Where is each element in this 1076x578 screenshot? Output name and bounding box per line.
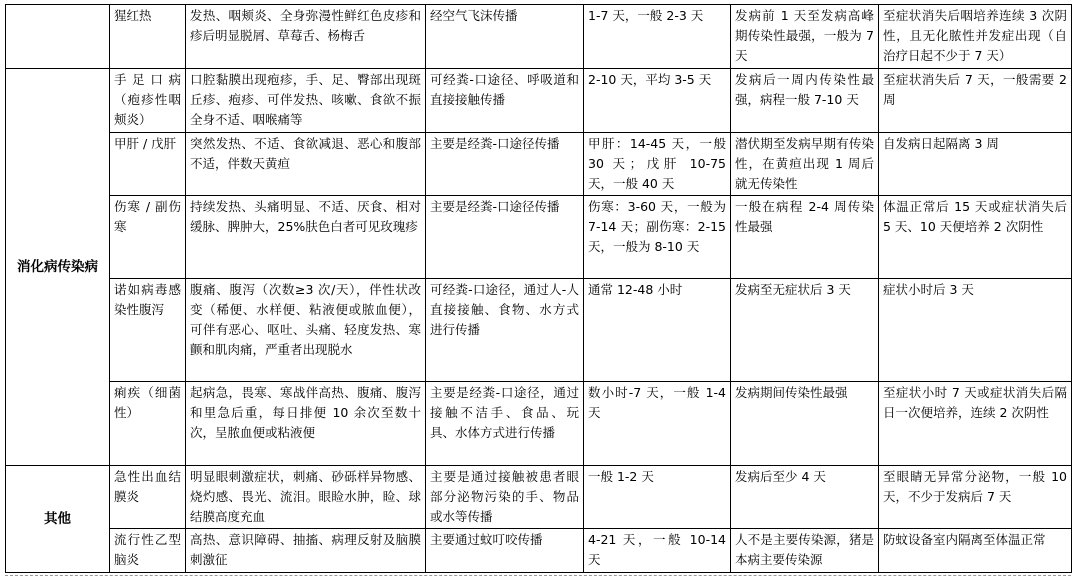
transmission-cell: 可经粪-口途径，通过人-人直接接触、食物、水方式进行传播 (426, 279, 584, 382)
infectious-period-cell: 人不是主要传染源，猪是本病主要传染源 (731, 529, 879, 573)
isolation-cell: 体温正常后 15 天或症状消失后 5 天、10 天便培养 2 次阴性 (879, 196, 1072, 279)
infectious-period-cell: 发病后至少 4 天 (731, 466, 879, 529)
page-break-line (5, 575, 1071, 577)
table-row (6, 279, 1072, 382)
disease-name-cell: 伤寒 / 副伤寒 (110, 196, 186, 279)
incubation-cell: 4-21 天，一般 10-14 天 (584, 529, 731, 573)
table-row (6, 382, 1072, 466)
disease-name-cell: 诺如病毒感染性腹泻 (110, 279, 186, 382)
incubation-cell: 一般 1-2 天 (584, 466, 731, 529)
symptoms-cell: 明显眼刺激症状，刺痛、砂砾样异物感、烧灼感、畏光、流泪。眼睑水肿，睑、球结膜高度充血 (186, 466, 426, 529)
disease-name-cell: 猩红热 (110, 5, 186, 69)
category-cell-empty (6, 5, 110, 69)
table-row (6, 466, 1072, 529)
transmission-cell: 主要是经粪-口途径传播 (426, 196, 584, 279)
disease-table (5, 4, 1072, 573)
table-row (6, 133, 1072, 196)
isolation-cell: 至症状小时 7 天或症状消失后隔日一次便培养，连续 2 次阴性 (879, 382, 1072, 466)
table-row (6, 196, 1072, 279)
disease-name-cell: 流行性乙型脑炎 (110, 529, 186, 573)
incubation-cell: 1-7 天，一般 2-3 天 (584, 5, 731, 69)
isolation-cell: 至症状消失后 7 天，一般需要 2 周 (879, 69, 1072, 133)
transmission-cell: 可经粪-口途径、呼吸道和直接接触传播 (426, 69, 584, 133)
symptoms-cell: 起病急，畏寒、寒战伴高热、腹痛、腹泻和里急后重，每日排便 10 余次至数十次，呈脓血便或粘液便 (186, 382, 426, 466)
symptoms-cell: 口腔黏膜出现疱疹，手、足、臀部出现斑丘疹、疱疹、可伴发热、咳嗽、食欲不振全身不适、咽喉痛等 (186, 69, 426, 133)
isolation-cell: 自发病日起隔离 3 周 (879, 133, 1072, 196)
incubation-cell: 2-10 天，平均 3-5 天 (584, 69, 731, 133)
infectious-period-cell: 发病至无症状后 3 天 (731, 279, 879, 382)
disease-name-cell: 急性出血结膜炎 (110, 466, 186, 529)
isolation-cell: 至眼睛无异常分泌物，一般 10 天，不少于发病后 7 天 (879, 466, 1072, 529)
infectious-period-cell: 发病期间传染性最强 (731, 382, 879, 466)
infectious-period-cell: 一般在病程 2-4 周传染性最强 (731, 196, 879, 279)
symptoms-cell: 腹痛、腹泻（次数≥3 次/天），伴性状改变（稀便、水样便、粘液便或脓血便），可伴有恶心、呕吐、头痛、轻度发热、寒颤和肌肉痛，严重者出现脱水 (186, 279, 426, 382)
infectious-period-cell: 发病前 1 天至发病高峰期传染性最强，一般为 7 天 (731, 5, 879, 69)
infectious-period-cell: 发病后一周内传染性最强，病程一般 7-10 天 (731, 69, 879, 133)
transmission-cell: 主要是通过接触被患者眼部分泌物污染的手、物品或水等传播 (426, 466, 584, 529)
transmission-cell: 主要通过蚊叮咬传播 (426, 529, 584, 573)
isolation-cell: 防蚊设备室内隔离至体温正常 (879, 529, 1072, 573)
isolation-cell: 至症状消失后咽培养连续 3 次阴性，且无化脓性并发症出现（自治疗日起不少于 7 天） (879, 5, 1072, 69)
table-row (6, 5, 1072, 69)
symptoms-cell: 突然发热、不适、食欲减退、恶心和腹部不适，伴数天黄疸 (186, 133, 426, 196)
incubation-cell: 数小时-7 天，一般 1-4 天 (584, 382, 731, 466)
disease-name-cell: 手足口病（疱疹性咽颊炎） (110, 69, 186, 133)
incubation-cell: 伤寒：3-60 天，一般为 7-14 天；副伤寒：2-15 天，一般为 8-10 天 (584, 196, 731, 279)
category-digestive: 消化病传染病 (6, 69, 110, 466)
transmission-cell: 主要是经粪-口途径传播 (426, 133, 584, 196)
category-other: 其他 (6, 466, 110, 573)
infectious-period-cell: 潜伏期至发病早期有传染性，在黄疸出现 1 周后就无传染性 (731, 133, 879, 196)
disease-name-cell: 痢疾（细菌性） (110, 382, 186, 466)
isolation-cell: 症状小时后 3 天 (879, 279, 1072, 382)
transmission-cell: 经空气飞沫传播 (426, 5, 584, 69)
disease-name-cell: 甲肝 / 戊肝 (110, 133, 186, 196)
symptoms-cell: 发热、咽颊炎、全身弥漫性鲜红色皮疹和疹后明显脱屑、草莓舌、杨梅舌 (186, 5, 426, 69)
incubation-cell: 甲肝：14-45 天，一般 30 天；戊肝 10-75 天，一般 40 天 (584, 133, 731, 196)
symptoms-cell: 持续发热、头痛明显、不适、厌食、相对缓脉、脾肿大，25%肤色白者可见玫瑰疹 (186, 196, 426, 279)
incubation-cell: 通常 12-48 小时 (584, 279, 731, 382)
symptoms-cell: 高热、意识障碍、抽搐、病理反射及脑膜刺激征 (186, 529, 426, 573)
transmission-cell: 主要是经粪-口途径，通过接触不洁手、食品、玩具、水体方式进行传播 (426, 382, 584, 466)
table-row (6, 529, 1072, 573)
table-row (6, 69, 1072, 133)
